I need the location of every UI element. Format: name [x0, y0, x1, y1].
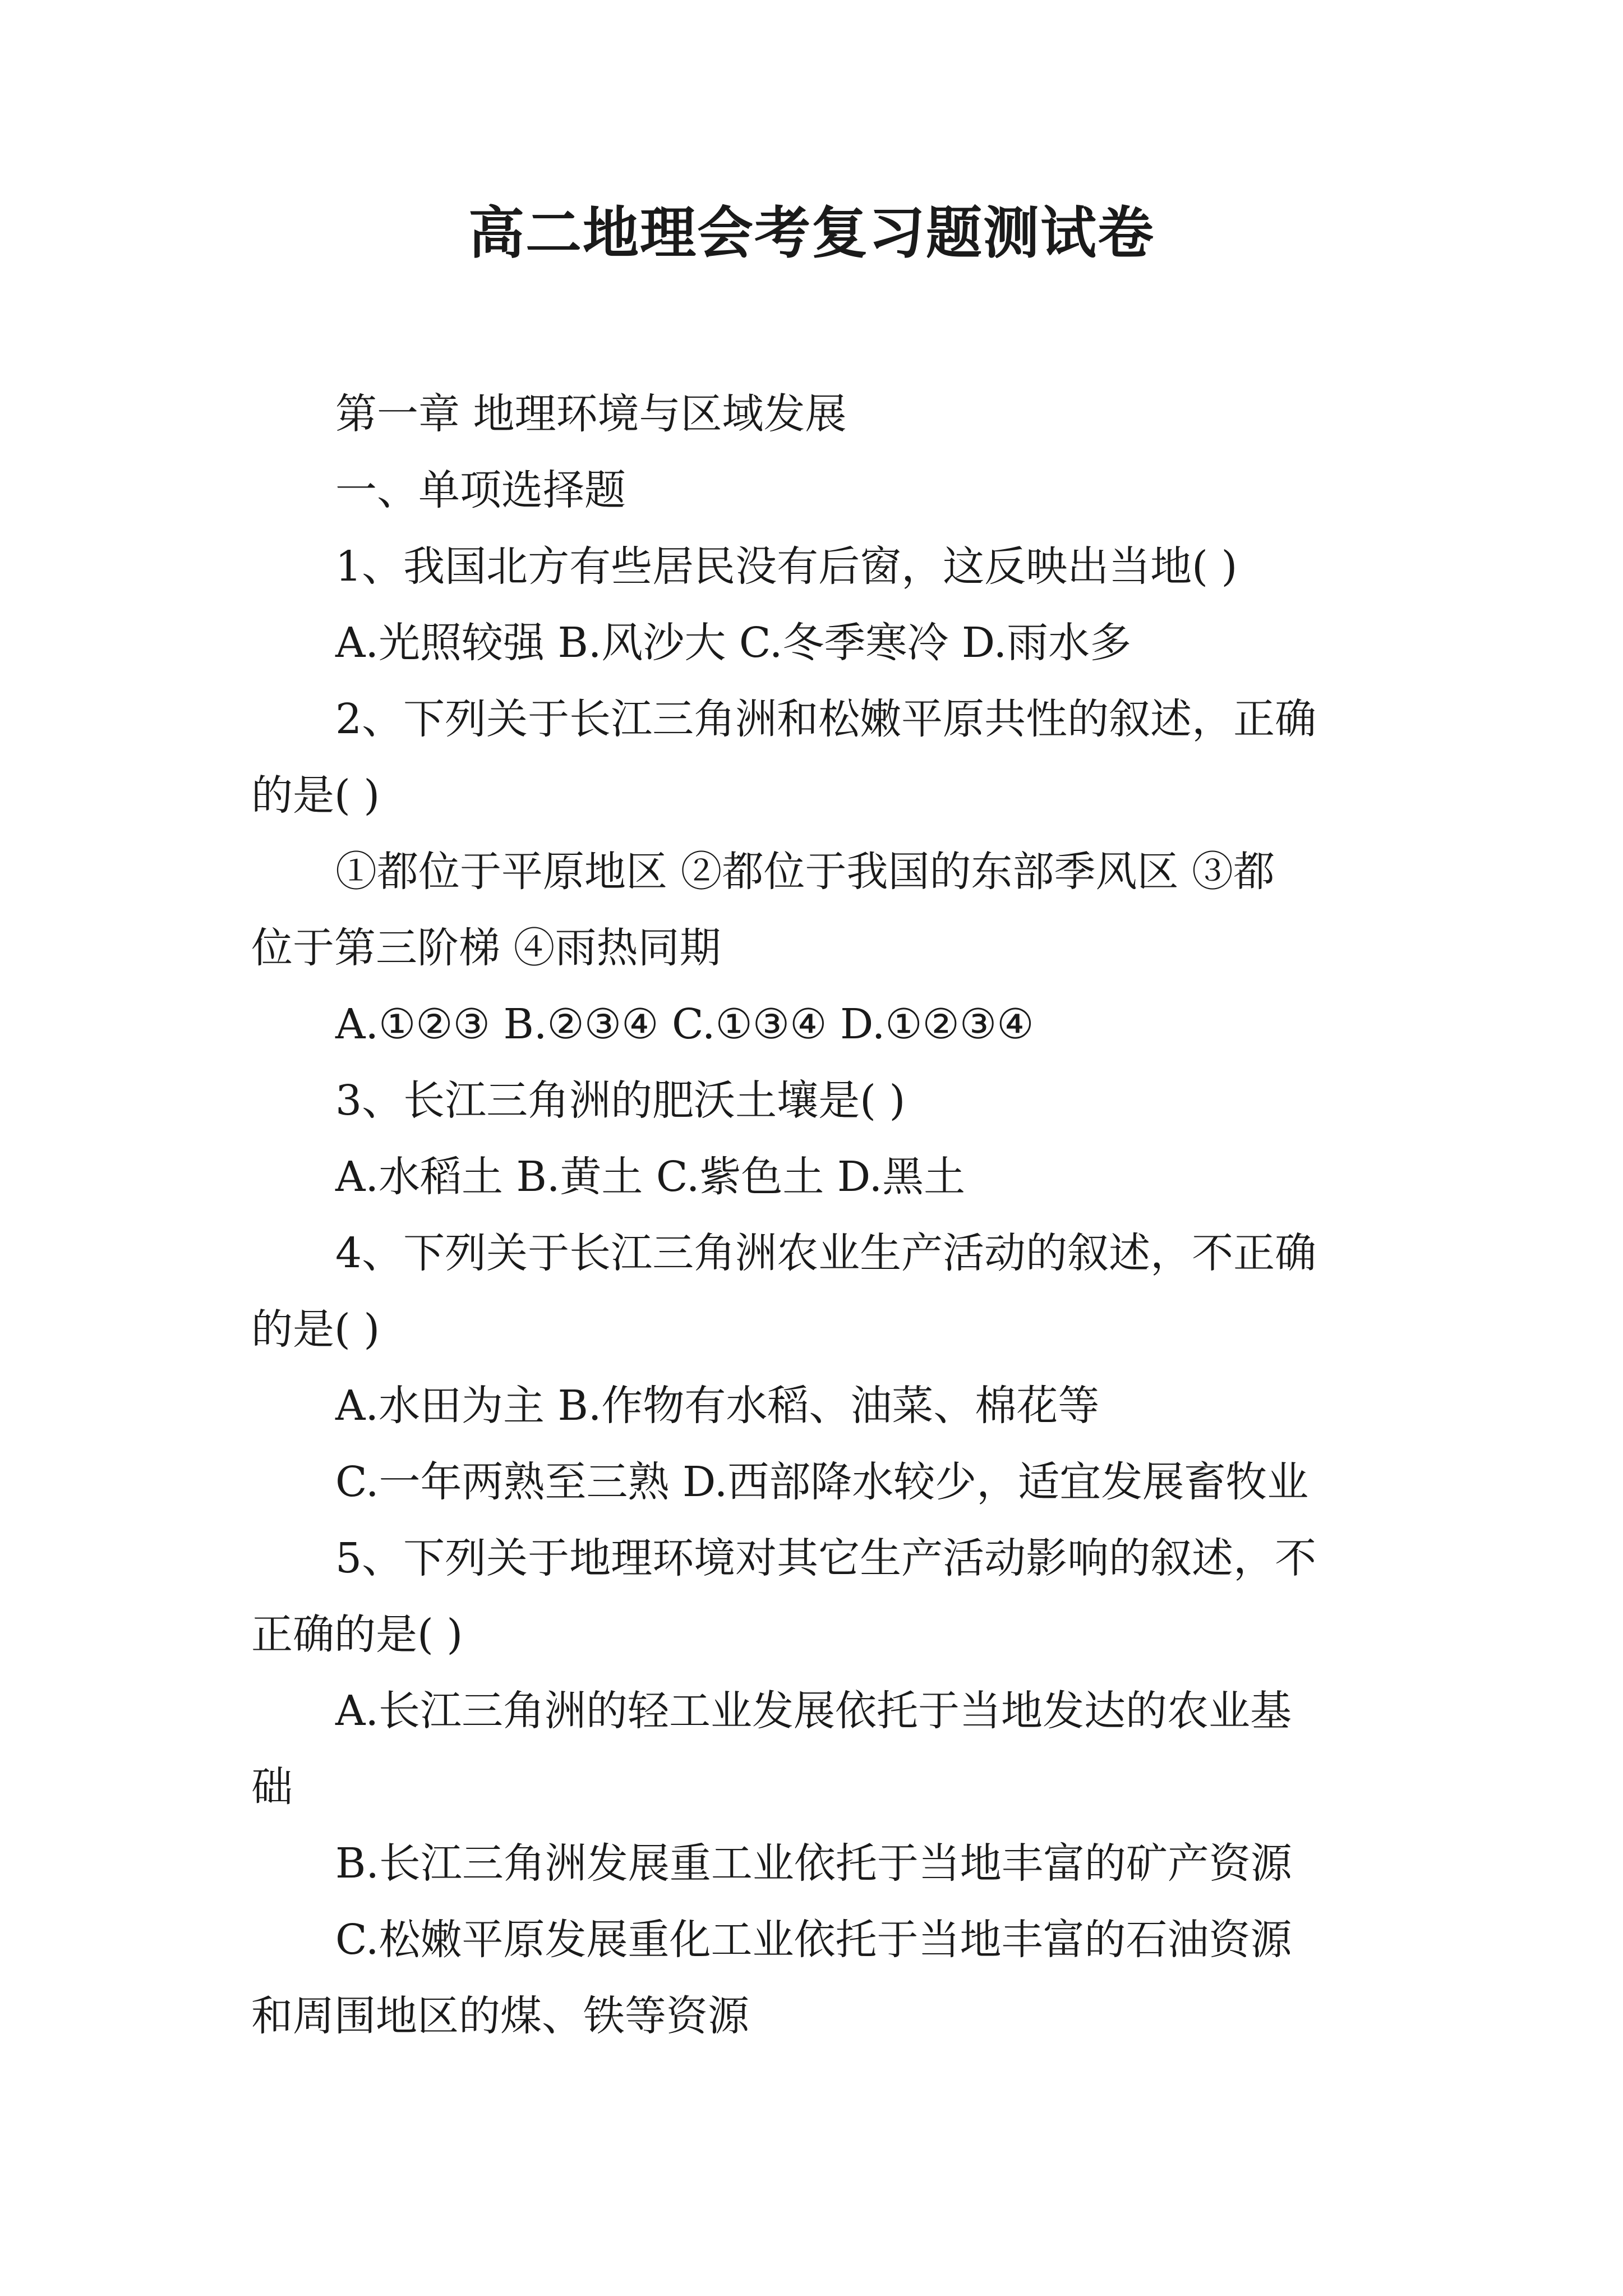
text-line: ①都位于平原地区 ②都位于我国的东部季风区 ③都 — [335, 848, 1275, 896]
text-line: 1、我国北方有些居民没有后窗，这反映出当地( ) — [335, 542, 1238, 591]
text-line: A.光照较强 B.风沙大 C.冬季寒冷 D.雨水多 — [335, 619, 1132, 667]
document-title: 高二地理会考复习题测试卷 — [468, 200, 1155, 266]
text-line: A.水稻土 B.黄土 C.紫色土 D.黑土 — [335, 1153, 966, 1201]
text-line: 的是( ) — [251, 1305, 380, 1354]
text-line: 的是( ) — [251, 771, 380, 820]
text-line: C.一年两熟至三熟 D.西部降水较少，适宜发展畜牧业 — [335, 1458, 1309, 1506]
text-line: A.水田为主 B.作物有水稻、油菜、棉花等 — [335, 1382, 1100, 1430]
text-line: 位于第三阶梯 ④雨热同期 — [251, 924, 721, 972]
document-body — [251, 376, 1384, 2054]
text-line: 2、下列关于长江三角洲和松嫩平原共性的叙述，正确 — [335, 695, 1317, 743]
text-line: 一、单项选择题 — [335, 466, 626, 514]
text-line: A.①②③ B.②③④ C.①③④ D.①②③④ — [335, 1000, 1034, 1048]
text-line: C.松嫩平原发展重化工业依托于当地丰富的石油资源 — [335, 1916, 1292, 1964]
text-line: B.长江三角洲发展重工业依托于当地丰富的矿产资源 — [335, 1839, 1292, 1888]
text-line: 3、长江三角洲的肥沃土壤是( ) — [335, 1076, 906, 1125]
text-line: 础 — [251, 1763, 293, 1811]
text-line: 和周围地区的煤、铁等资源 — [251, 1992, 749, 2040]
text-line: 4、下列关于长江三角洲农业生产活动的叙述，不正确 — [335, 1229, 1317, 1277]
text-line: 5、下列关于地理环境对其它生产活动影响的叙述，不 — [335, 1534, 1317, 1582]
text-line: 正确的是( ) — [251, 1611, 463, 1659]
text-line: A.长江三角洲的轻工业发展依托于当地发达的农业基 — [335, 1687, 1292, 1735]
text-line: 第一章 地理环境与区域发展 — [335, 390, 847, 438]
